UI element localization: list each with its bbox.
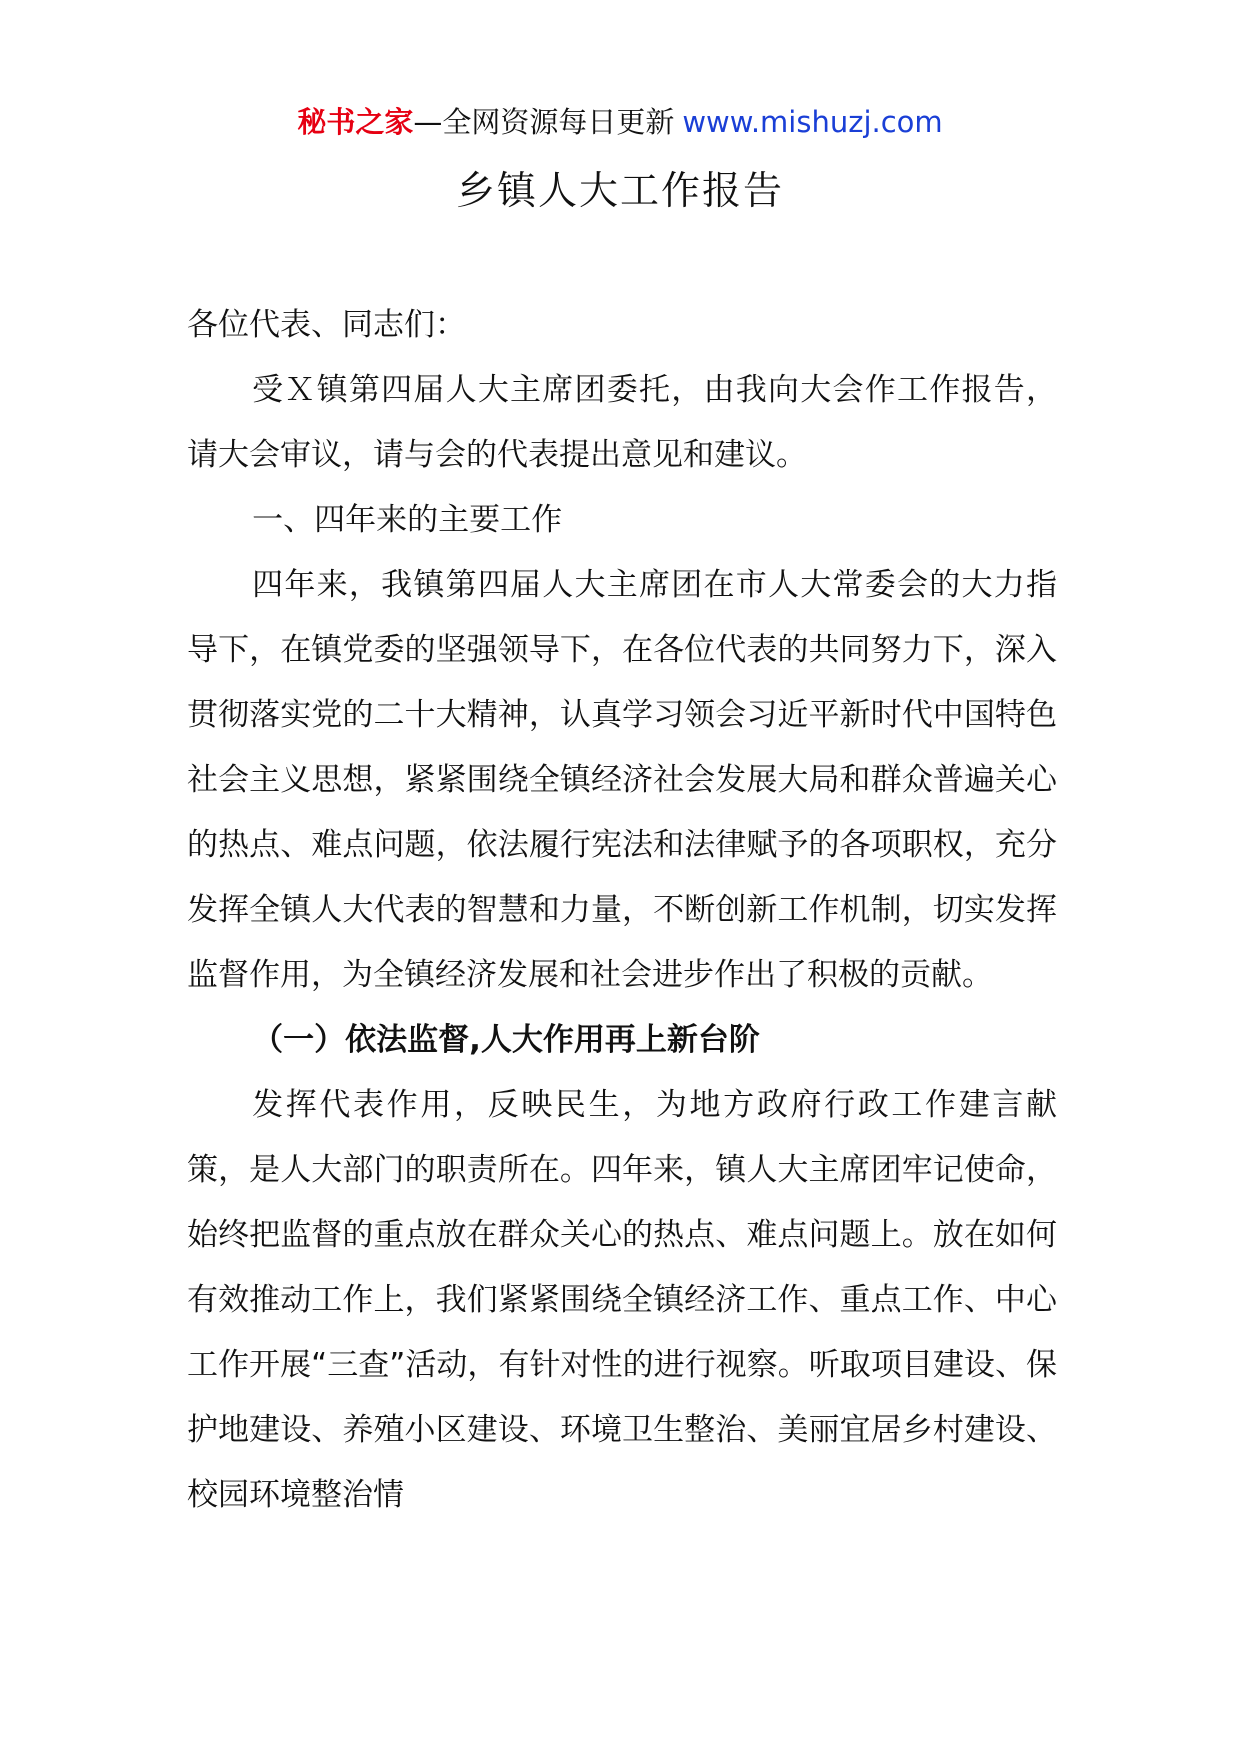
document-body (187, 293, 1057, 1528)
salutation: 各位代表、同志们： (187, 307, 466, 343)
paragraph-supervision: 发挥代表作用，反映民生，为地方政府行政工作建言献策，是人大部门的职责所在。四年来，镇人大主席团牢记使命，始终把监督的重点放在群众关心的热点、难点问题上。放在如何有效推动工作上，我们紧紧围绕全镇经济工作、重点工作、中心工作开展“三查”活动，有针对性的进行视察。听取项目建设、保护地建设、养殖小区建设、环境卫生整治、美丽宜居乡村建设、校园环境整治情 (187, 1087, 1057, 1513)
header-slogan: —全网资源每日更新 (413, 105, 675, 139)
subsection-heading: （一）依法监督,人大作用再上新台阶 (252, 1022, 760, 1058)
paragraph-overview: 四年来，我镇第四届人大主席团在市人大常委会的大力指导下，在镇党委的坚强领导下，在各位代表的共同努力下，深入贯彻落实党的二十大精神，认真学习领会习近平新时代中国特色社会主义思想，紧紧围绕全镇经济社会发展大局和群众普遍关心的热点、难点问题，依法履行宪法和法律赋予的各项职权，充分发挥全镇人大代表的智慧和力量，不断创新工作机制，切实发挥监督作用，为全镇经济发展和社会进步作出了积极的贡献。 (187, 567, 1057, 993)
site-url-link[interactable]: www.mishuzj.com (682, 105, 943, 139)
document-title: 乡镇人大工作报告 (455, 169, 784, 214)
brand-name: 秘书之家 (297, 105, 414, 139)
section-heading: 一、四年来的主要工作 (252, 502, 563, 538)
paragraph-intro: 受Ｘ镇第四届人大主席团委托，由我向大会作工作报告，请大会审议，请与会的代表提出意见和建议。 (187, 372, 1057, 473)
site-header (0, 100, 1240, 144)
